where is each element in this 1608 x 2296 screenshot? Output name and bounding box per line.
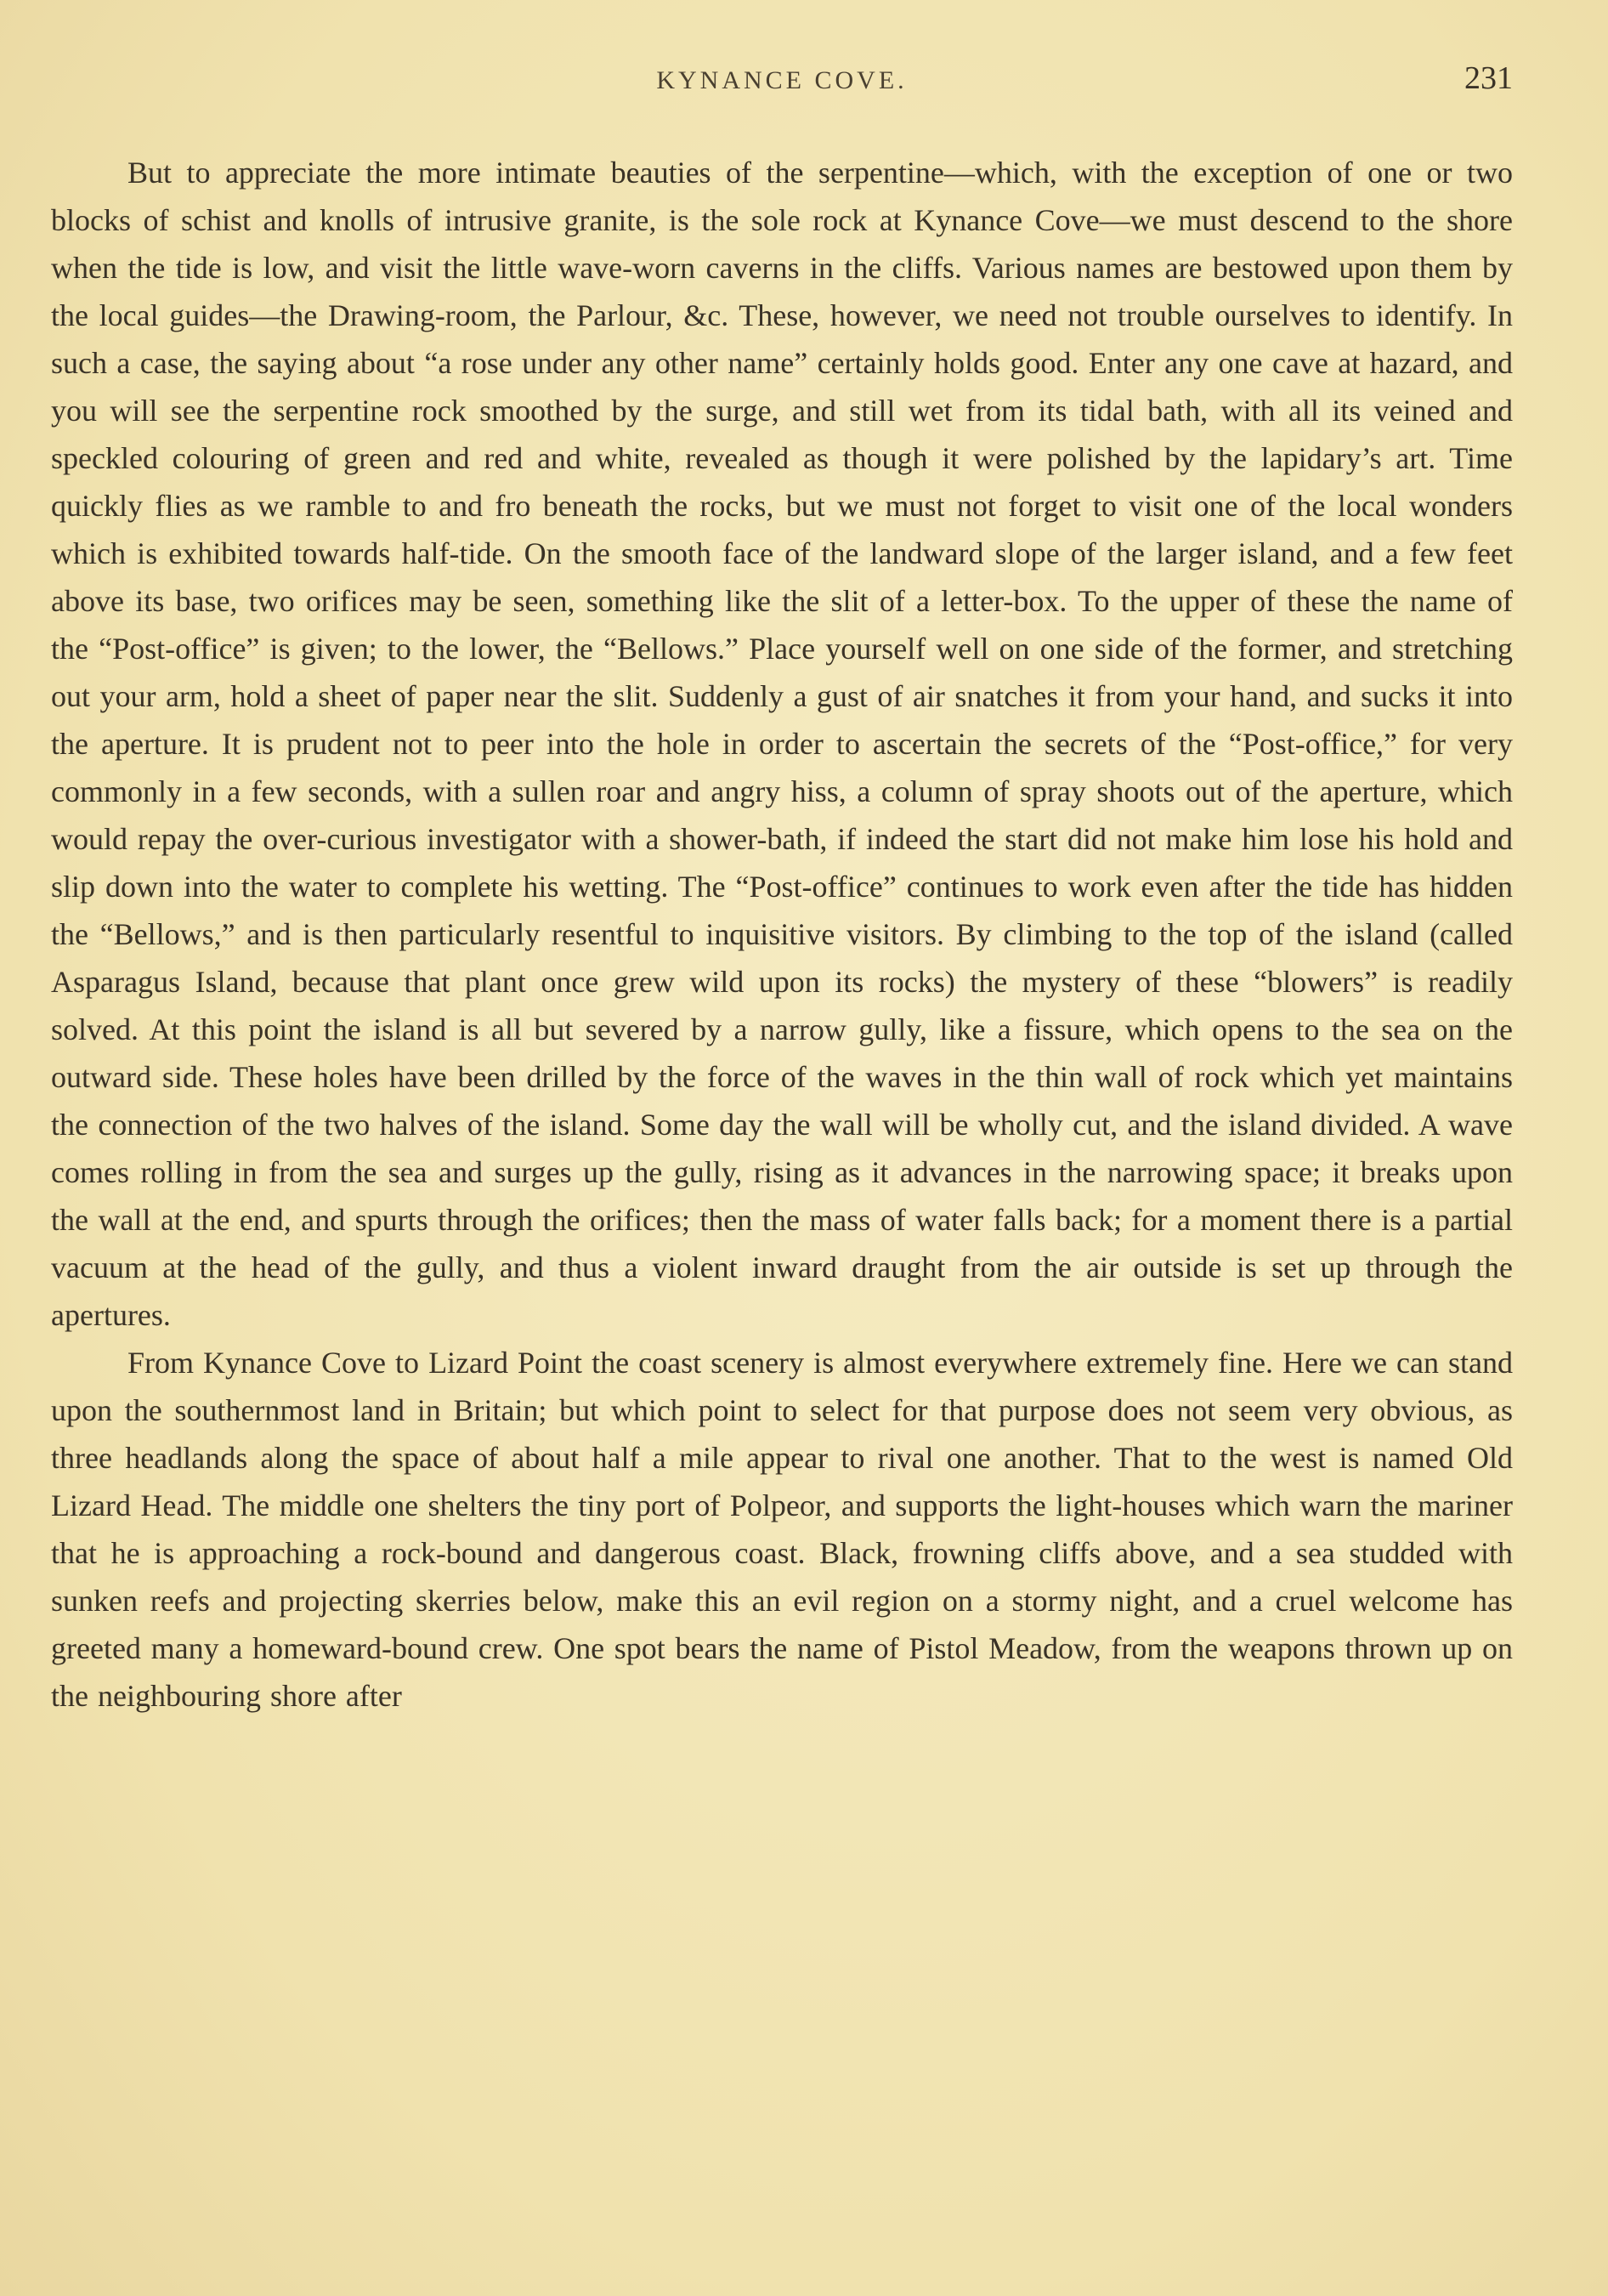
page-number: 231 — [1464, 60, 1513, 96]
book-page — [51, 60, 1513, 1720]
running-title: KYNANCE COVE. — [656, 66, 908, 94]
paragraph-serpentine-caverns: But to appreciate the more intimate beauties of the serpentine—which, with the exception of one or two blocks of schist and knolls of intrusive granite, is the sole rock at Kynance Cove—we must descend to the shore when the tide is low, and visit the little wave-worn caverns in the cliffs. Various names are bestowed upon them by the local guides—the Drawing-room, the Parlour, &c. These, however, we need not trouble ourselves to identify. In such a case, the saying about “a rose under any other name” certainly holds good. Enter any one cave at hazard, and you will see the serpentine rock smoothed by the surge, and still wet from its tidal bath, with all its veined and speckled colouring of green and red and white, revealed as though it were polished by the lapidary’s art. Time quickly flies as we ramble to and fro beneath the rocks, but we must not forget to visit one of the local wonders which is exhibited towards half-tide. On the smooth face of the landward slope of the larger island, and a few feet above its base, two orifices may be seen, something like the slit of a letter-box. To the upper of these the name of the “Post-office” is given; to the lower, the “Bellows.” Place yourself well on one side of the former, and stretching out your arm, hold a sheet of paper near the slit. Suddenly a gust of air snatches it from your hand, and sucks it into the aperture. It is prudent not to peer into the hole in order to ascertain the secrets of the “Post-office,” for very commonly in a few seconds, with a sullen roar and angry hiss, a column of spray shoots out of the aperture, which would repay the over-curious investigator with a shower-bath, if indeed the start did not make him lose his hold and slip down into the water to complete his wetting. The “Post-office” continues to work even after the tide has hidden the “Bellows,” and is then particularly resentful to inquisitive visitors. By climbing to the top of the island (called Asparagus Island, because that plant once grew wild upon its rocks) the mystery of these “blowers” is readily solved. At this point the island is all but severed by a narrow gully, like a fissure, which opens to the sea on the outward side. These holes have been drilled by the force of the waves in the thin wall of rock which yet maintains the connection of the two halves of the island. Some day the wall will be wholly cut, and the island divided. A wave comes rolling in from the sea and surges up the gully, rising as it advances in the narrowing space; it breaks upon the wall at the end, and spurts through the orifices; then the mass of water falls back; for a moment there is a partial vacuum at the head of the gully, and thus a violent inward draught from the air outside is set up through the apertures. — [51, 156, 1513, 1332]
body-text — [51, 149, 1513, 1720]
running-head — [51, 60, 1513, 111]
paragraph-lizard-point: From Kynance Cove to Lizard Point the coast scenery is almost everywhere extremely fine. Here we can stand upon the southernmost land in Britain; but which point to select for that purpose does not seem very obvious, as three headlands along the space of about half a mile appear to rival one another. That to the west is named Old Lizard Head. The middle one shelters the tiny port of Polpeor, and supports the light-houses which warn the mariner that he is approaching a rock-bound and dangerous coast. Black, frowning cliffs above, and a sea studded with sunken reefs and projecting skerries below, make this an evil region on a stormy night, and a cruel welcome has greeted many a homeward-bound crew. One spot bears the name of Pistol Meadow, from the weapons thrown up on the neighbouring shore after — [51, 1346, 1513, 1713]
